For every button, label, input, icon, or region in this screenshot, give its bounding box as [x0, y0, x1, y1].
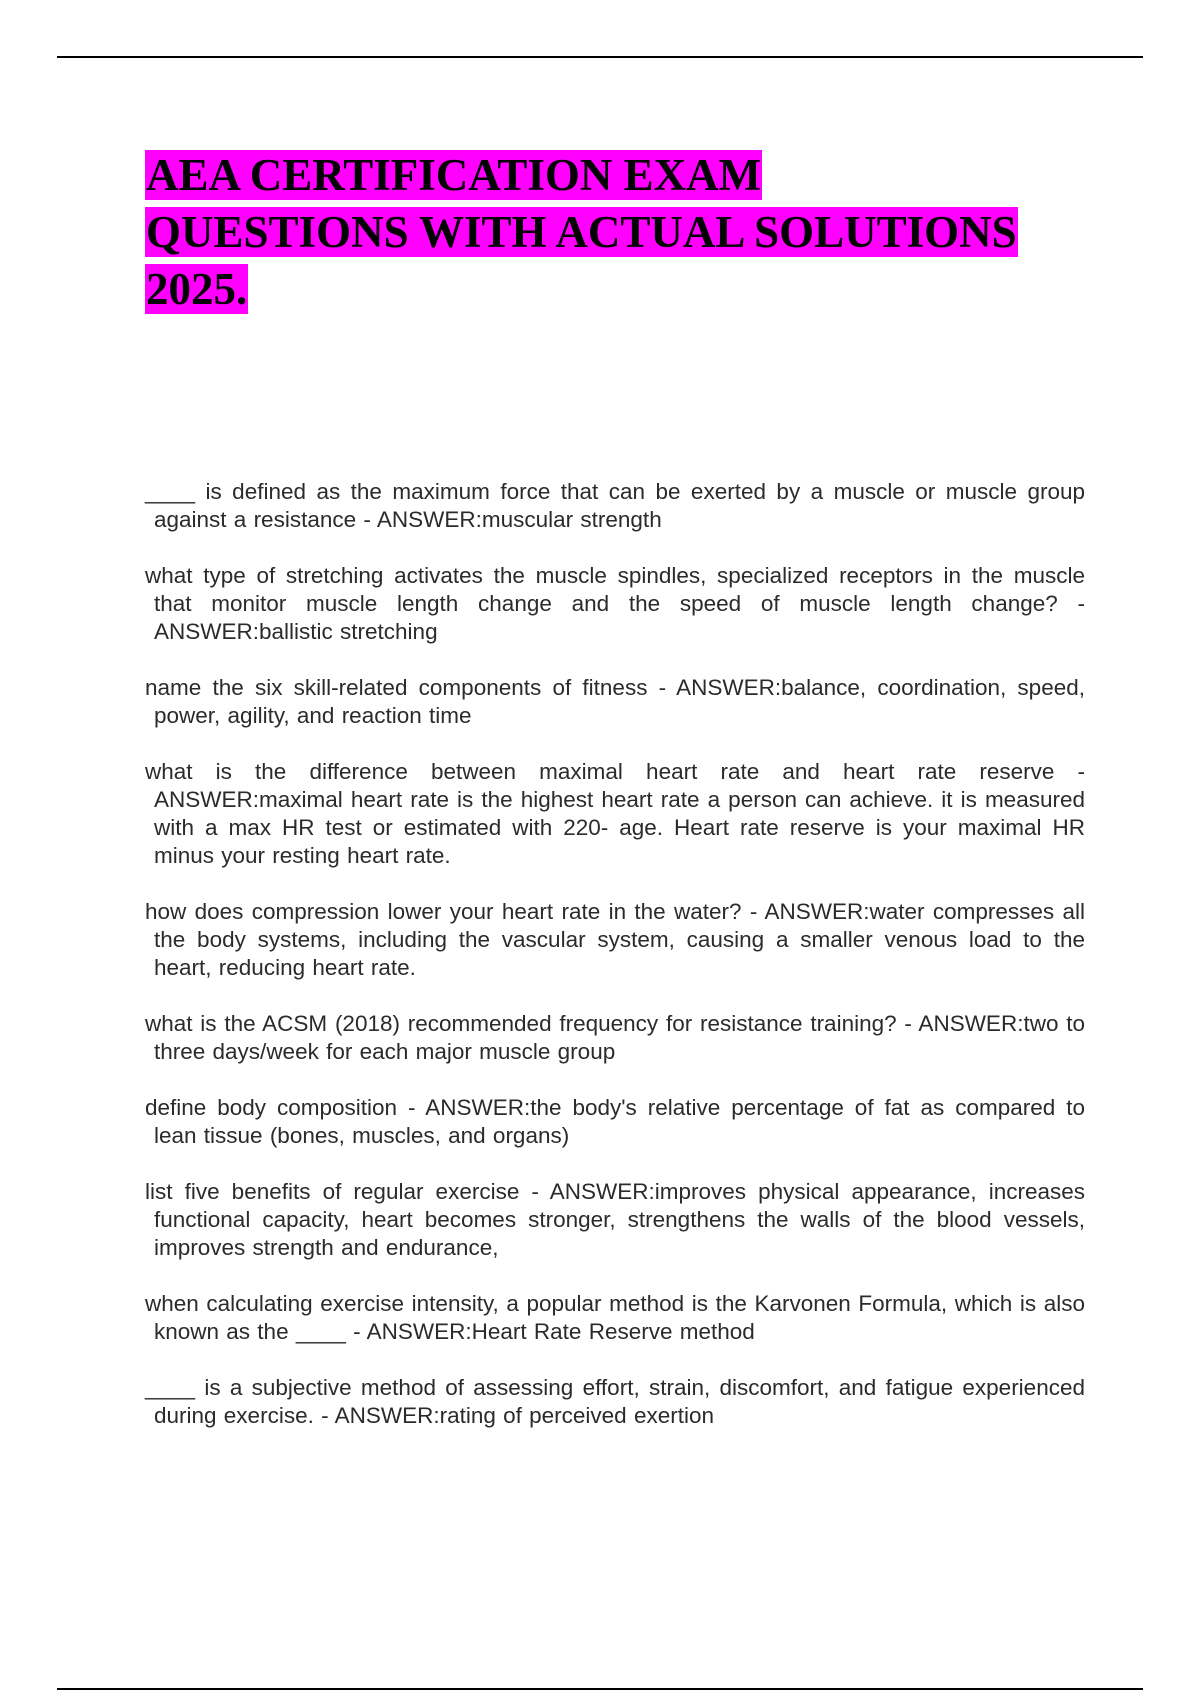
qa-item: what is the difference between maximal heart rate and heart rate reserve - ANSWER:maximal heart rate is the highest heart rate a person can achieve. it is measured with a max HR test or estimated with 220- age. Heart rate reserve is your maximal HR minus your resting heart rate.	[145, 759, 1085, 868]
title-line-2	[145, 204, 1085, 261]
title-line-3	[145, 261, 1085, 318]
qa-item: ____ is a subjective method of assessing effort, strain, discomfort, and fatigue experienced during exercise. - ANSWER:rating of perceived exertion	[145, 1375, 1085, 1428]
document-title	[145, 147, 1085, 318]
qa-item: ____ is defined as the maximum force that can be exerted by a muscle or muscle group against a resistance - ANSWER:muscular strength	[145, 479, 1085, 532]
qa-item: list five benefits of regular exercise - ANSWER:improves physical appearance, increases functional capacity, heart becomes stronger, strengthens the walls of the blood vessels, improves strength and endurance,	[145, 1179, 1085, 1260]
title-line-1	[145, 147, 1085, 204]
title-highlight: AEA CERTIFICATION EXAM	[146, 150, 762, 200]
title-highlight: QUESTIONS WITH ACTUAL SOLUTIONS	[146, 207, 1017, 257]
qa-item: what type of stretching activates the muscle spindles, specialized receptors in the muscle that monitor muscle length change and the speed of muscle length change? - ANSWER:ballistic stretching	[145, 563, 1085, 644]
question-answer-list	[145, 478, 1085, 1458]
qa-item: name the six skill-related components of fitness - ANSWER:balance, coordination, speed, power, agility, and reaction time	[145, 675, 1085, 728]
title-highlight: 2025.	[146, 264, 248, 314]
top-divider	[57, 56, 1143, 58]
qa-item: what is the ACSM (2018) recommended frequency for resistance training? - ANSWER:two to three days/week for each major muscle group	[145, 1011, 1085, 1064]
bottom-divider	[57, 1688, 1143, 1690]
qa-item: how does compression lower your heart rate in the water? - ANSWER:water compresses all the body systems, including the vascular system, causing a smaller venous load to the heart, reducing heart rate.	[145, 899, 1085, 980]
qa-item: when calculating exercise intensity, a popular method is the Karvonen Formula, which is also known as the ____ - ANSWER:Heart Rate Reserve method	[145, 1291, 1085, 1344]
qa-item: define body composition - ANSWER:the body's relative percentage of fat as compared to lean tissue (bones, muscles, and organs)	[145, 1095, 1085, 1148]
